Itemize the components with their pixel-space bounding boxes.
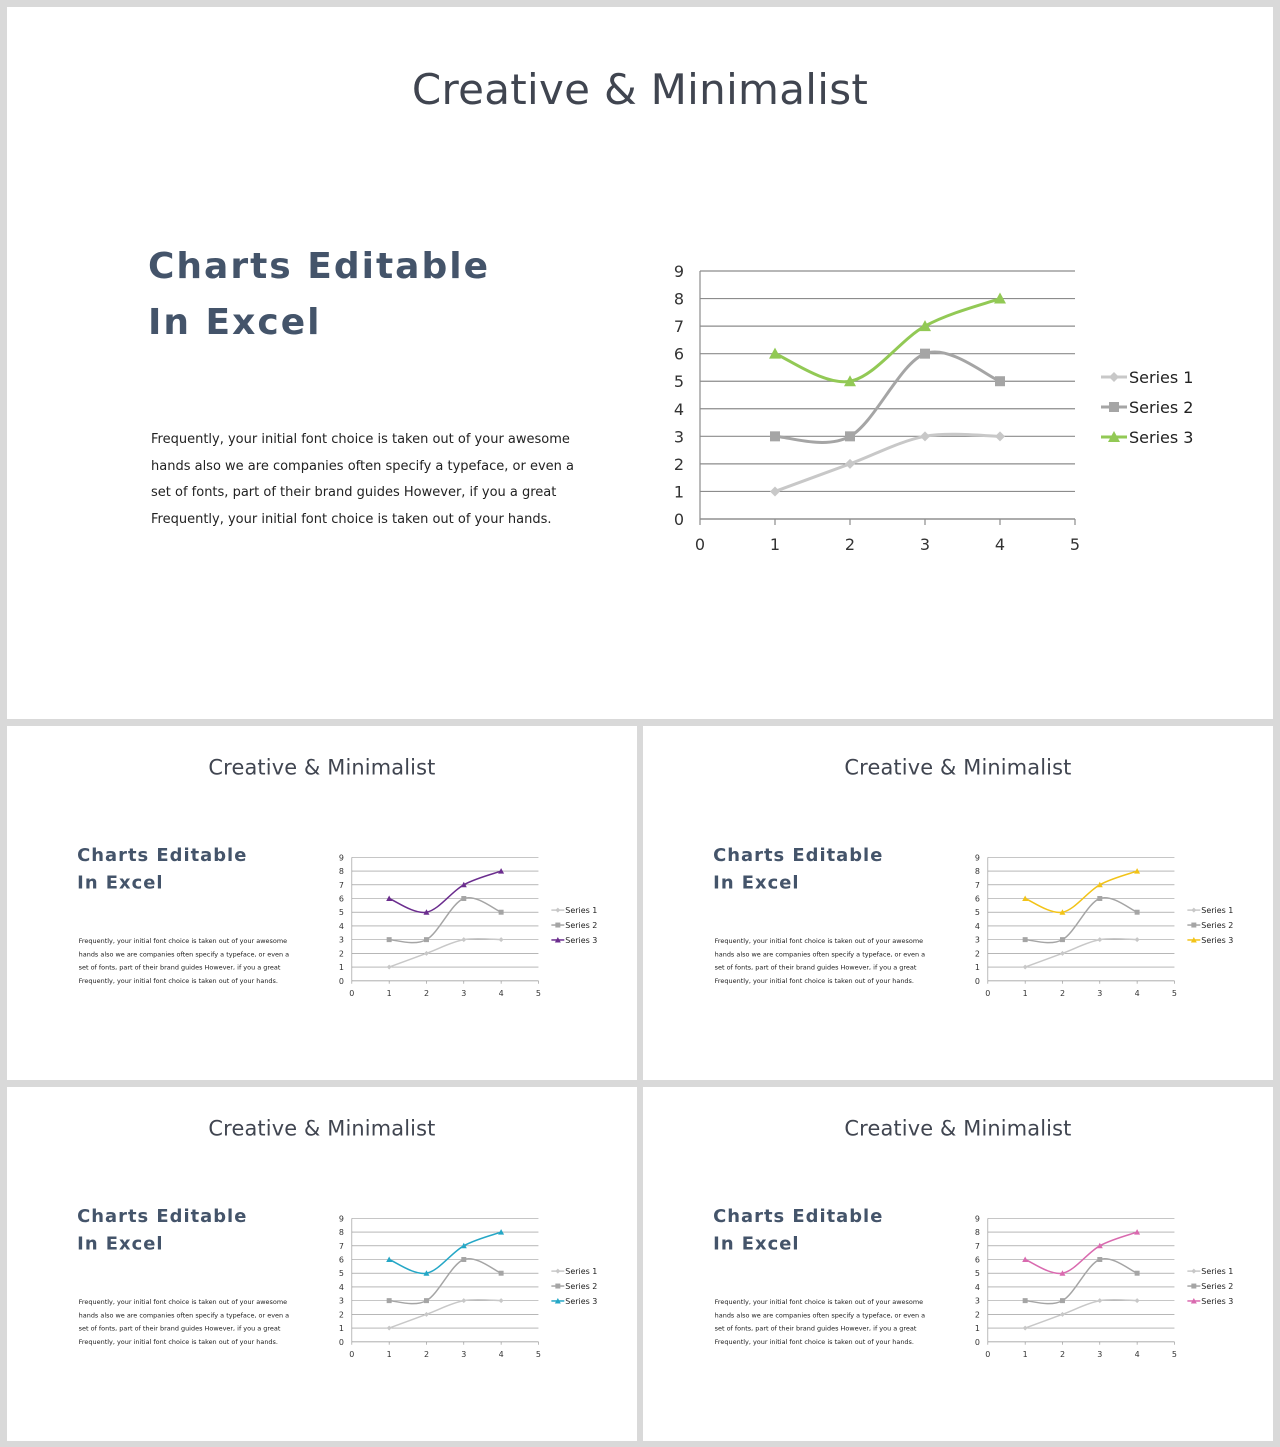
x-tick-label: 5	[1171, 1350, 1177, 1360]
x-tick-label: 0	[985, 1350, 991, 1360]
marker-diamond	[424, 951, 429, 956]
body-line: set of fonts, part of their brand guides However, if you a great	[78, 963, 281, 972]
legend-label: Series 2	[1201, 921, 1234, 931]
y-tick-label: 2	[974, 1310, 980, 1320]
x-tick-label: 1	[1022, 989, 1028, 999]
x-tick-label: 5	[1171, 989, 1177, 999]
body-line: hands also we are companies often specify a typeface, or even a	[78, 1311, 290, 1320]
x-tick-label: 2	[844, 535, 856, 554]
marker-square	[424, 937, 429, 942]
heading-line: Charts Editable	[713, 1205, 884, 1227]
marker-diamond	[555, 908, 560, 913]
body-line: hands also we are companies often specify a typeface, or even a	[714, 950, 926, 959]
y-tick-label: 8	[974, 1228, 980, 1238]
y-tick-label: 9	[338, 1214, 344, 1224]
legend-label: Series 3	[1201, 935, 1234, 945]
slide-thumbnail-yellow[interactable]	[643, 726, 1273, 1080]
y-tick-label: 2	[974, 949, 980, 959]
marker-square	[461, 896, 466, 901]
y-tick-label: 7	[974, 880, 980, 890]
y-tick-label: 2	[338, 949, 344, 959]
marker-diamond	[1191, 1269, 1196, 1274]
series-line	[1025, 871, 1137, 912]
line-chart	[7, 726, 637, 1080]
legend-label: Series 1	[565, 1267, 598, 1277]
y-tick-label: 9	[673, 262, 684, 281]
y-tick-label: 8	[673, 289, 684, 309]
marker-diamond	[1097, 1298, 1102, 1303]
marker-square	[770, 431, 780, 441]
body-line: Frequently, your initial font choice is taken out of your awesome	[78, 937, 288, 945]
y-tick-label: 5	[974, 1269, 980, 1279]
x-tick-label: 1	[1022, 1350, 1028, 1360]
marker-diamond	[770, 486, 780, 496]
y-tick-label: 0	[974, 1337, 980, 1347]
marker-square	[1191, 923, 1196, 928]
series-line	[775, 299, 1000, 382]
y-tick-label: 4	[338, 1282, 344, 1292]
x-tick-label: 4	[498, 1350, 504, 1360]
x-tick-label: 5	[535, 1350, 541, 1360]
marker-square	[387, 937, 392, 942]
marker-diamond	[1109, 372, 1119, 382]
body-line: set of fonts, part of their brand guides However, if you a great	[714, 1324, 917, 1333]
body-line: set of fonts, part of their brand guides However, if you a great	[714, 963, 917, 972]
y-tick-label: 5	[338, 908, 344, 918]
x-tick-label: 5	[535, 989, 541, 999]
x-tick-label: 3	[461, 1350, 467, 1360]
marker-diamond	[461, 1298, 466, 1303]
y-tick-label: 5	[974, 908, 980, 918]
marker-square	[1060, 937, 1065, 942]
body-line: Frequently, your initial font choice is taken out of your hands.	[78, 977, 278, 985]
marker-square	[499, 1271, 504, 1276]
x-tick-label: 3	[1097, 989, 1103, 999]
y-tick-label: 0	[338, 976, 344, 986]
marker-diamond	[1060, 951, 1065, 956]
body-line: Frequently, your initial font choice is taken out of your awesome	[714, 1298, 924, 1306]
y-tick-label: 4	[338, 921, 344, 931]
y-tick-label: 0	[338, 1337, 344, 1347]
y-tick-label: 5	[338, 1269, 344, 1279]
marker-square	[424, 1298, 429, 1303]
marker-square	[920, 349, 930, 359]
marker-square	[1191, 1284, 1196, 1289]
x-tick-label: 2	[423, 989, 430, 999]
marker-diamond	[1135, 937, 1140, 942]
slide-title: Creative & Minimalist	[844, 754, 1072, 780]
line-chart	[7, 1087, 637, 1441]
heading-line: In Excel	[77, 872, 164, 894]
x-tick-label: 2	[1059, 989, 1066, 999]
x-tick-label: 0	[694, 535, 706, 554]
series-line	[1025, 898, 1137, 943]
legend-label: Series 2	[1201, 1282, 1234, 1292]
x-tick-label: 1	[386, 989, 392, 999]
legend-label: Series 2	[565, 921, 598, 931]
slide-title: Creative & Minimalist	[208, 754, 436, 780]
line-chart	[643, 1087, 1273, 1441]
y-tick-label: 4	[974, 1282, 980, 1292]
y-tick-label: 6	[673, 344, 684, 364]
marker-square	[555, 1284, 560, 1289]
marker-diamond	[1191, 908, 1196, 913]
legend-label: Series 3	[565, 935, 598, 945]
marker-square	[461, 1257, 466, 1262]
y-tick-label: 6	[338, 1255, 344, 1265]
legend-label: Series 3	[1201, 1296, 1234, 1306]
marker-diamond	[1023, 965, 1028, 970]
x-tick-label: 1	[386, 1350, 392, 1360]
marker-diamond	[461, 937, 466, 942]
y-tick-label: 1	[974, 1324, 980, 1334]
heading-line: Charts Editable	[713, 844, 884, 866]
body-line: hands also we are companies often specify a typeface, or even a	[714, 1311, 926, 1320]
marker-square	[387, 1298, 392, 1303]
marker-diamond	[995, 431, 1005, 441]
y-tick-label: 4	[673, 399, 684, 419]
x-tick-label: 4	[1134, 989, 1140, 999]
body-line: set of fonts, part of their brand guides However, if you a great	[151, 485, 557, 500]
y-tick-label: 5	[673, 372, 684, 392]
series-line	[389, 898, 501, 943]
y-tick-label: 8	[338, 1228, 344, 1238]
y-tick-label: 2	[673, 454, 684, 474]
x-tick-label: 5	[1069, 535, 1081, 554]
x-tick-label: 3	[461, 989, 467, 999]
x-tick-label: 0	[985, 989, 991, 999]
series-line	[1025, 1259, 1137, 1304]
marker-square	[995, 376, 1005, 386]
x-tick-label: 4	[498, 989, 504, 999]
legend-label: Series 2	[565, 1282, 598, 1292]
marker-square	[1109, 402, 1119, 412]
y-tick-label: 2	[338, 1310, 344, 1320]
marker-square	[499, 910, 504, 915]
y-tick-label: 9	[338, 853, 344, 863]
y-tick-label: 9	[974, 853, 980, 863]
y-tick-label: 7	[974, 1241, 980, 1251]
x-tick-label: 2	[423, 1350, 430, 1360]
y-tick-label: 6	[338, 894, 344, 904]
x-tick-label: 2	[1059, 1350, 1066, 1360]
y-tick-label: 3	[974, 1296, 980, 1306]
heading-line: In Excel	[148, 302, 322, 343]
body-line: hands also we are companies often specify a typeface, or even a	[151, 458, 574, 474]
x-tick-label: 1	[769, 535, 781, 554]
x-tick-label: 4	[1134, 1350, 1140, 1360]
heading-line: Charts Editable	[77, 844, 248, 866]
y-tick-label: 7	[338, 880, 344, 890]
series-line	[389, 1259, 501, 1304]
y-tick-label: 0	[974, 976, 980, 986]
heading-line: In Excel	[713, 872, 800, 894]
y-tick-label: 7	[673, 317, 684, 337]
series-line	[389, 1232, 501, 1273]
x-tick-label: 4	[994, 535, 1006, 554]
marker-diamond	[387, 965, 392, 970]
y-tick-label: 8	[974, 867, 980, 877]
slide-thumbnail-purple[interactable]	[7, 726, 637, 1080]
legend-label: Series 1	[565, 906, 598, 916]
series-line	[389, 871, 501, 912]
marker-diamond	[387, 1326, 392, 1331]
marker-diamond	[499, 937, 504, 942]
legend-label: Series 2	[1129, 398, 1194, 417]
slide-thumbnail-blue[interactable]	[7, 1087, 637, 1441]
y-tick-label: 3	[673, 427, 684, 447]
line-chart	[643, 726, 1273, 1080]
marker-diamond	[424, 1312, 429, 1317]
y-tick-label: 1	[338, 963, 344, 973]
marker-square	[845, 431, 855, 441]
slide-main[interactable]	[7, 7, 1273, 719]
marker-diamond	[845, 459, 855, 469]
heading-line: Charts Editable	[148, 246, 490, 287]
marker-diamond	[1023, 1326, 1028, 1331]
legend-label: Series 1	[1129, 368, 1194, 387]
y-tick-label: 4	[974, 921, 980, 931]
y-tick-label: 0	[673, 510, 684, 529]
y-tick-label: 8	[338, 867, 344, 877]
marker-square	[1023, 1298, 1028, 1303]
marker-diamond	[1097, 937, 1102, 942]
body-line: Frequently, your initial font choice is taken out of your hands.	[78, 1338, 278, 1346]
marker-square	[555, 923, 560, 928]
marker-diamond	[499, 1298, 504, 1303]
line-chart	[7, 7, 1273, 719]
marker-square	[1097, 896, 1102, 901]
y-tick-label: 9	[974, 1214, 980, 1224]
slide-title: Creative & Minimalist	[844, 1115, 1072, 1141]
slide-title: Creative & Minimalist	[411, 65, 869, 114]
body-line: Frequently, your initial font choice is taken out of your hands.	[151, 511, 552, 527]
y-tick-label: 3	[974, 935, 980, 945]
x-tick-label: 0	[349, 1350, 355, 1360]
y-tick-label: 1	[974, 963, 980, 973]
heading-line: Charts Editable	[77, 1205, 248, 1227]
body-line: Frequently, your initial font choice is taken out of your awesome	[151, 432, 570, 447]
body-line: set of fonts, part of their brand guides However, if you a great	[78, 1324, 281, 1333]
marker-diamond	[1135, 1298, 1140, 1303]
y-tick-label: 6	[974, 894, 980, 904]
y-tick-label: 1	[338, 1324, 344, 1334]
body-line: Frequently, your initial font choice is taken out of your hands.	[714, 1338, 914, 1346]
legend-label: Series 1	[1201, 1267, 1234, 1277]
slide-thumbnail-pink[interactable]	[643, 1087, 1273, 1441]
y-tick-label: 1	[673, 482, 684, 502]
x-tick-label: 3	[919, 535, 931, 554]
series-line	[1025, 1232, 1137, 1273]
y-tick-label: 7	[338, 1241, 344, 1251]
body-line: Frequently, your initial font choice is taken out of your hands.	[714, 977, 914, 985]
legend-label: Series 3	[565, 1296, 598, 1306]
marker-square	[1097, 1257, 1102, 1262]
marker-square	[1135, 1271, 1140, 1276]
x-tick-label: 0	[349, 989, 355, 999]
heading-line: In Excel	[713, 1233, 800, 1255]
y-tick-label: 3	[338, 935, 344, 945]
body-line: hands also we are companies often specify a typeface, or even a	[78, 950, 290, 959]
y-tick-label: 3	[338, 1296, 344, 1306]
marker-square	[1023, 937, 1028, 942]
body-line: Frequently, your initial font choice is taken out of your awesome	[714, 937, 924, 945]
marker-diamond	[920, 431, 930, 441]
marker-diamond	[555, 1269, 560, 1274]
body-line: Frequently, your initial font choice is taken out of your awesome	[78, 1298, 288, 1306]
heading-line: In Excel	[77, 1233, 164, 1255]
y-tick-label: 6	[974, 1255, 980, 1265]
series-line	[775, 352, 1000, 442]
slide-title: Creative & Minimalist	[208, 1115, 436, 1141]
marker-diamond	[1060, 1312, 1065, 1317]
legend-label: Series 3	[1129, 428, 1194, 447]
marker-square	[1060, 1298, 1065, 1303]
legend-label: Series 1	[1201, 906, 1234, 916]
x-tick-label: 3	[1097, 1350, 1103, 1360]
marker-square	[1135, 910, 1140, 915]
